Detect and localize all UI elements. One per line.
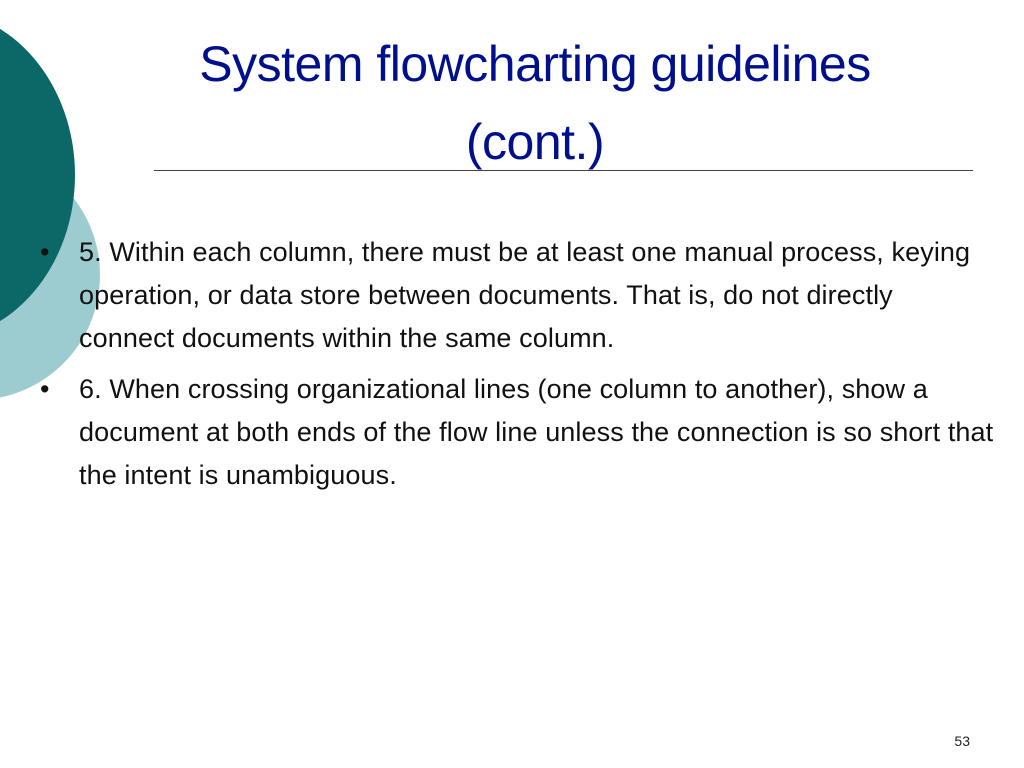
bullet-list bbox=[40, 231, 995, 505]
page-number: 53 bbox=[954, 733, 970, 749]
bullet-icon: • bbox=[40, 237, 50, 267]
bullet-text: 6. When crossing organizational lines (one column to another), show a document at both ends of the flow line unless the connection is so short that the intent is unambiguous. bbox=[79, 374, 994, 490]
bullet-item bbox=[40, 231, 995, 360]
bullet-text: 5. Within each column, there must be at least one manual process, keying operation, or data store between documents. That is, do not directly connect documents within the same column. bbox=[79, 237, 971, 353]
bullet-item bbox=[40, 368, 995, 497]
slide-title bbox=[120, 25, 950, 181]
slide-title-line-2: (cont.) bbox=[465, 114, 605, 170]
title-divider bbox=[154, 170, 973, 171]
bullet-icon: • bbox=[40, 374, 50, 404]
slide-title-line-1: System flowcharting guidelines bbox=[199, 36, 871, 92]
